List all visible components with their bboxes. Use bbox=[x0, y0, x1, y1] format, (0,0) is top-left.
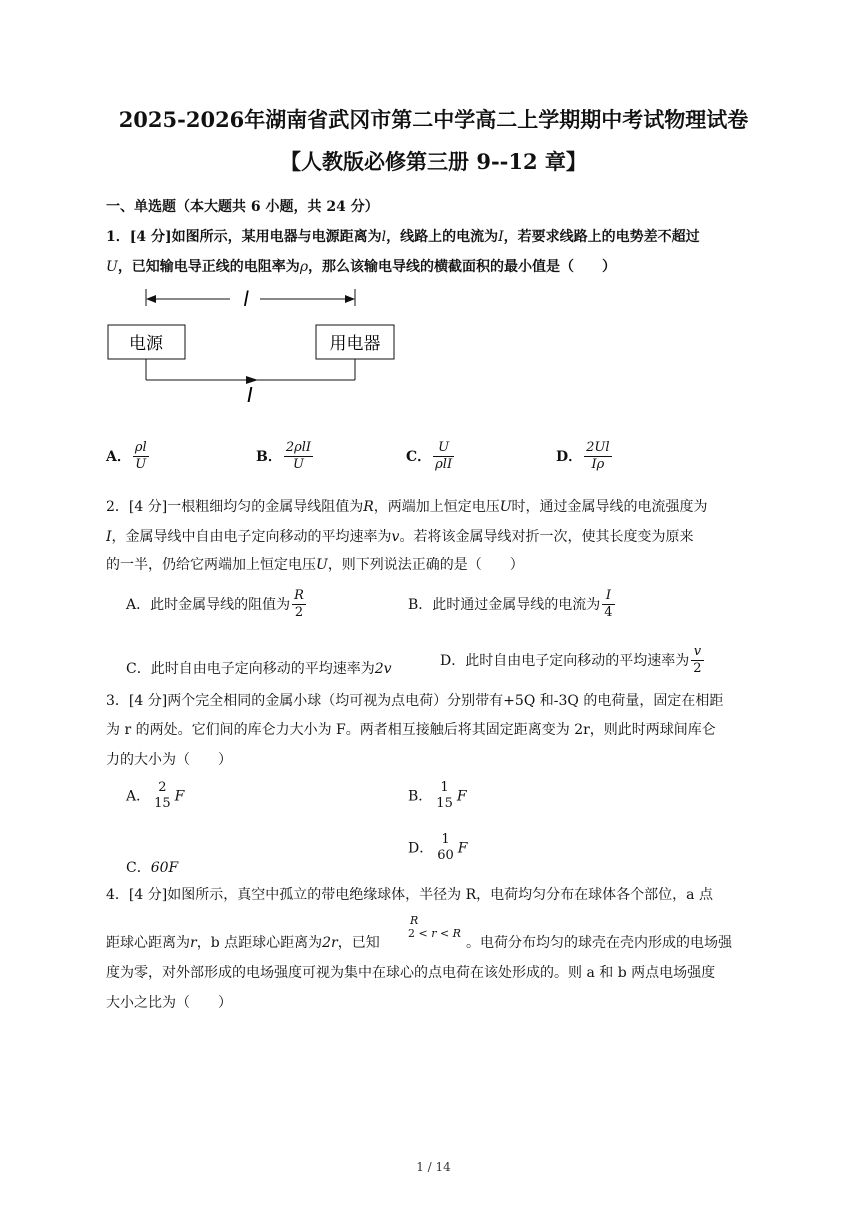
q4-line2-tail: 。电荷分布均匀的球壳在壳内形成的电场强 bbox=[466, 935, 732, 951]
q1-option-b[interactable]: B． $\frac{\text{2ρlI}}{U}$ bbox=[256, 440, 312, 473]
current-label: I bbox=[247, 383, 253, 407]
q4-line3: 度为零，对外部形成的电场强度可视为集中在球心的点电荷在该处形成的。则 a 和 b 两点电场强度 bbox=[106, 965, 716, 981]
q2-option-c[interactable]: C．此时自由电子定向移动的平均速率为2v bbox=[126, 661, 392, 677]
page-number: 1 / 14 bbox=[416, 1160, 451, 1174]
q1-line1: 1．[4 分]如图所示，某用电器与电源距离为l，线路上的电流为I，若要求线路上的电势差不超过 bbox=[106, 229, 700, 245]
q2-option-b[interactable]: B．此时通过金属导线的电流为 $\frac{I}{4}$ bbox=[408, 588, 613, 621]
q3-option-b[interactable]: B． 1 15 F bbox=[408, 780, 467, 812]
q1-option-c[interactable]: C． $\frac{U}{\text{ρlI}}$ bbox=[406, 440, 453, 473]
q2-option-d[interactable]: D．此时自由电子定向移动的平均速率为 $\frac{v}{2}$ bbox=[440, 644, 702, 677]
q1-circuit-figure bbox=[100, 284, 400, 409]
q2-line1: 2．[4 分]一根粗细均匀的金属导线阻值为R，两端加上恒定电压U时，通过金属导线的电流强度为 bbox=[106, 499, 708, 515]
length-label: l bbox=[243, 287, 249, 311]
q2-line2: I，金属导线中自由电子定向移动的平均速率为v。若将该金属导线对折一次，使其长度变为原来 bbox=[106, 529, 694, 545]
q4-line4: 大小之比为（ ） bbox=[106, 995, 232, 1011]
source-label: 电源 bbox=[129, 334, 163, 354]
q3-line1: 3．[4 分]两个完全相同的金属小球（均可视为点电荷）分别带有+5Q 和-3Q 的电荷量，固定在相距 bbox=[106, 693, 724, 709]
device-label: 用电器 bbox=[329, 334, 381, 354]
q3-option-a[interactable]: A． 2 15 F bbox=[126, 780, 185, 812]
section-heading: 一、单选题（本大题共 6 小题，共 24 分） bbox=[106, 199, 379, 215]
q2-option-a[interactable]: A．此时金属导线的阻值为 $\frac{R}{2}$ bbox=[126, 588, 304, 621]
q3-option-c[interactable]: C．60F bbox=[126, 860, 179, 876]
q1-option-d[interactable]: D． $\frac{2Ul}{I\rho}$ bbox=[556, 440, 610, 473]
q4-condition: R 2 < r < R bbox=[408, 914, 461, 941]
q3-option-d[interactable]: D． 1 60 F bbox=[408, 832, 468, 864]
q4-line2: 距球心距离为r，b 点距球心距离为2r，已知 bbox=[106, 935, 380, 951]
q4-line1: 4．[4 分]如图所示，真空中孤立的带电绝缘球体，半径为 R，电荷均匀分布在球体各个部位，a 点 bbox=[106, 887, 713, 903]
page-title: 2025-2026年湖南省武冈市第二中学高二上学期期中考试物理试卷 bbox=[118, 107, 749, 132]
q1-line2: U，已知输电导正线的电阻率为ρ，那么该输电导线的横截面积的最小值是（ ） bbox=[106, 259, 617, 275]
q1-option-a[interactable]: A． $\frac{\rho l}{U}$ bbox=[106, 440, 147, 473]
q2-line3: 的一半，仍给它两端加上恒定电压U，则下列说法正确的是（ ） bbox=[106, 557, 524, 573]
q3-line2: 为 r 的两处。它们间的库仑力大小为 F。两者相互接触后将其固定距离变为 2r，则此时两球间库仑 bbox=[106, 722, 716, 738]
q3-line3: 力的大小为（ ） bbox=[106, 752, 232, 768]
page-subtitle: 【人教版必修第三册 9--12 章】 bbox=[280, 149, 587, 174]
